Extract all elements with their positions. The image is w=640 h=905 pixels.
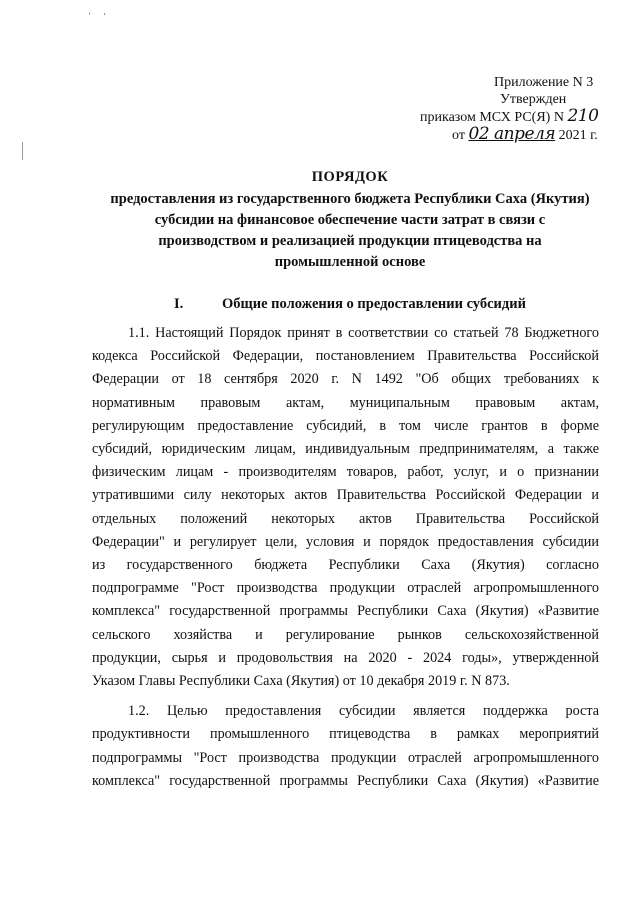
subtitle-line: производством и реализацией продукции птицеводства на: [158, 233, 542, 249]
section-title: Общие положения о предоставлении субсидий: [222, 296, 526, 312]
paragraph-line: нормативным правовым актам, муниципальным правовым актам,: [92, 394, 599, 411]
paragraph-line: Федерации" и регулирует цели, условия и порядок предоставления субсидии: [92, 533, 599, 550]
paragraph-gap: [92, 693, 599, 700]
order-prefix: приказом МСХ РС(Я) N: [420, 110, 564, 125]
order-number-handwritten: 210: [567, 106, 599, 126]
paragraph-line: регулирующим предоставление субсидий, в том числе грантов в форме: [92, 417, 599, 434]
paragraph-line: физическим лицам - производителям товаров, работ, услуг, и о признании: [92, 464, 599, 481]
appendix-approval-block: [420, 74, 620, 144]
paragraph-line: продукции, сырья и продовольствия на 2020 - 2024 годы», утвержденной: [92, 649, 599, 666]
document-title-block: [80, 167, 620, 273]
subtitle-line: промышленной основе: [274, 254, 426, 270]
scan-mark-right: ‘: [103, 11, 106, 21]
appendix-number: Приложение N 3: [494, 75, 594, 90]
paragraph-line: продуктивности промышленного птицеводства в рамках мероприятий: [92, 726, 599, 743]
subtitle-line: предоставления из государственного бюджета Республики Саха (Якутия): [110, 191, 590, 207]
approved-label: Утвержден: [500, 92, 567, 107]
body-text: [92, 322, 599, 793]
paragraph-line: комплекса" государственной программы Республики Саха (Якутия) «Развитие: [92, 603, 599, 620]
paragraph-line: подпрограммы "Рост производства продукции отраслей агропромышленного: [92, 749, 599, 766]
date-handwritten: 02 апреля: [468, 124, 556, 144]
date-prefix: от: [452, 128, 465, 143]
scan-artifact-line: [22, 142, 23, 160]
paragraph-line: Указом Главы Республики Саха (Якутия) от 10 декабря 2019 г. N 873.: [92, 673, 510, 690]
paragraph-line: 1.1. Настоящий Порядок принят в соответствии со статьей 78 Бюджетного: [128, 325, 599, 341]
paragraph-line: из государственного бюджета Республики Саха (Якутия) согласно: [92, 557, 599, 574]
document-title: ПОРЯДОК: [311, 169, 389, 185]
section-heading: [174, 296, 526, 313]
scan-mark-left: ’: [88, 11, 91, 21]
paragraph-line: утратившими силу некоторых актов Правительства Российской Федерации и: [92, 487, 599, 504]
date-suffix: 2021 г.: [558, 128, 598, 143]
paragraph-line: сельского хозяйства и регулирование рынков сельскохозяйственной: [92, 626, 599, 643]
paragraph-line: 1.2. Целью предоставления субсидии является поддержка роста: [128, 703, 599, 720]
subtitle-line: субсидии на финансовое обеспечение части затрат в связи с: [154, 212, 546, 228]
paragraph-line: субсидий, юридическим лицам, индивидуальным предпринимателям, а также: [92, 441, 599, 458]
paragraph-line: кодекса Российской Федерации, постановлением Правительства Российской: [92, 348, 599, 365]
section-number: I.: [174, 296, 184, 312]
paragraph-line: Федерации от 18 сентября 2020 г. N 1492 "Об общих требованиях к: [92, 371, 599, 388]
paragraph-line: подпрограмме "Рост производства продукции отраслей агропромышленного: [92, 580, 599, 597]
paragraph-line: отдельных положений некоторых актов Правительства Российской: [92, 510, 599, 527]
order-date: [420, 126, 620, 144]
paragraph-line: комплекса" государственной программы Республики Саха (Якутия) «Развитие: [92, 772, 599, 789]
